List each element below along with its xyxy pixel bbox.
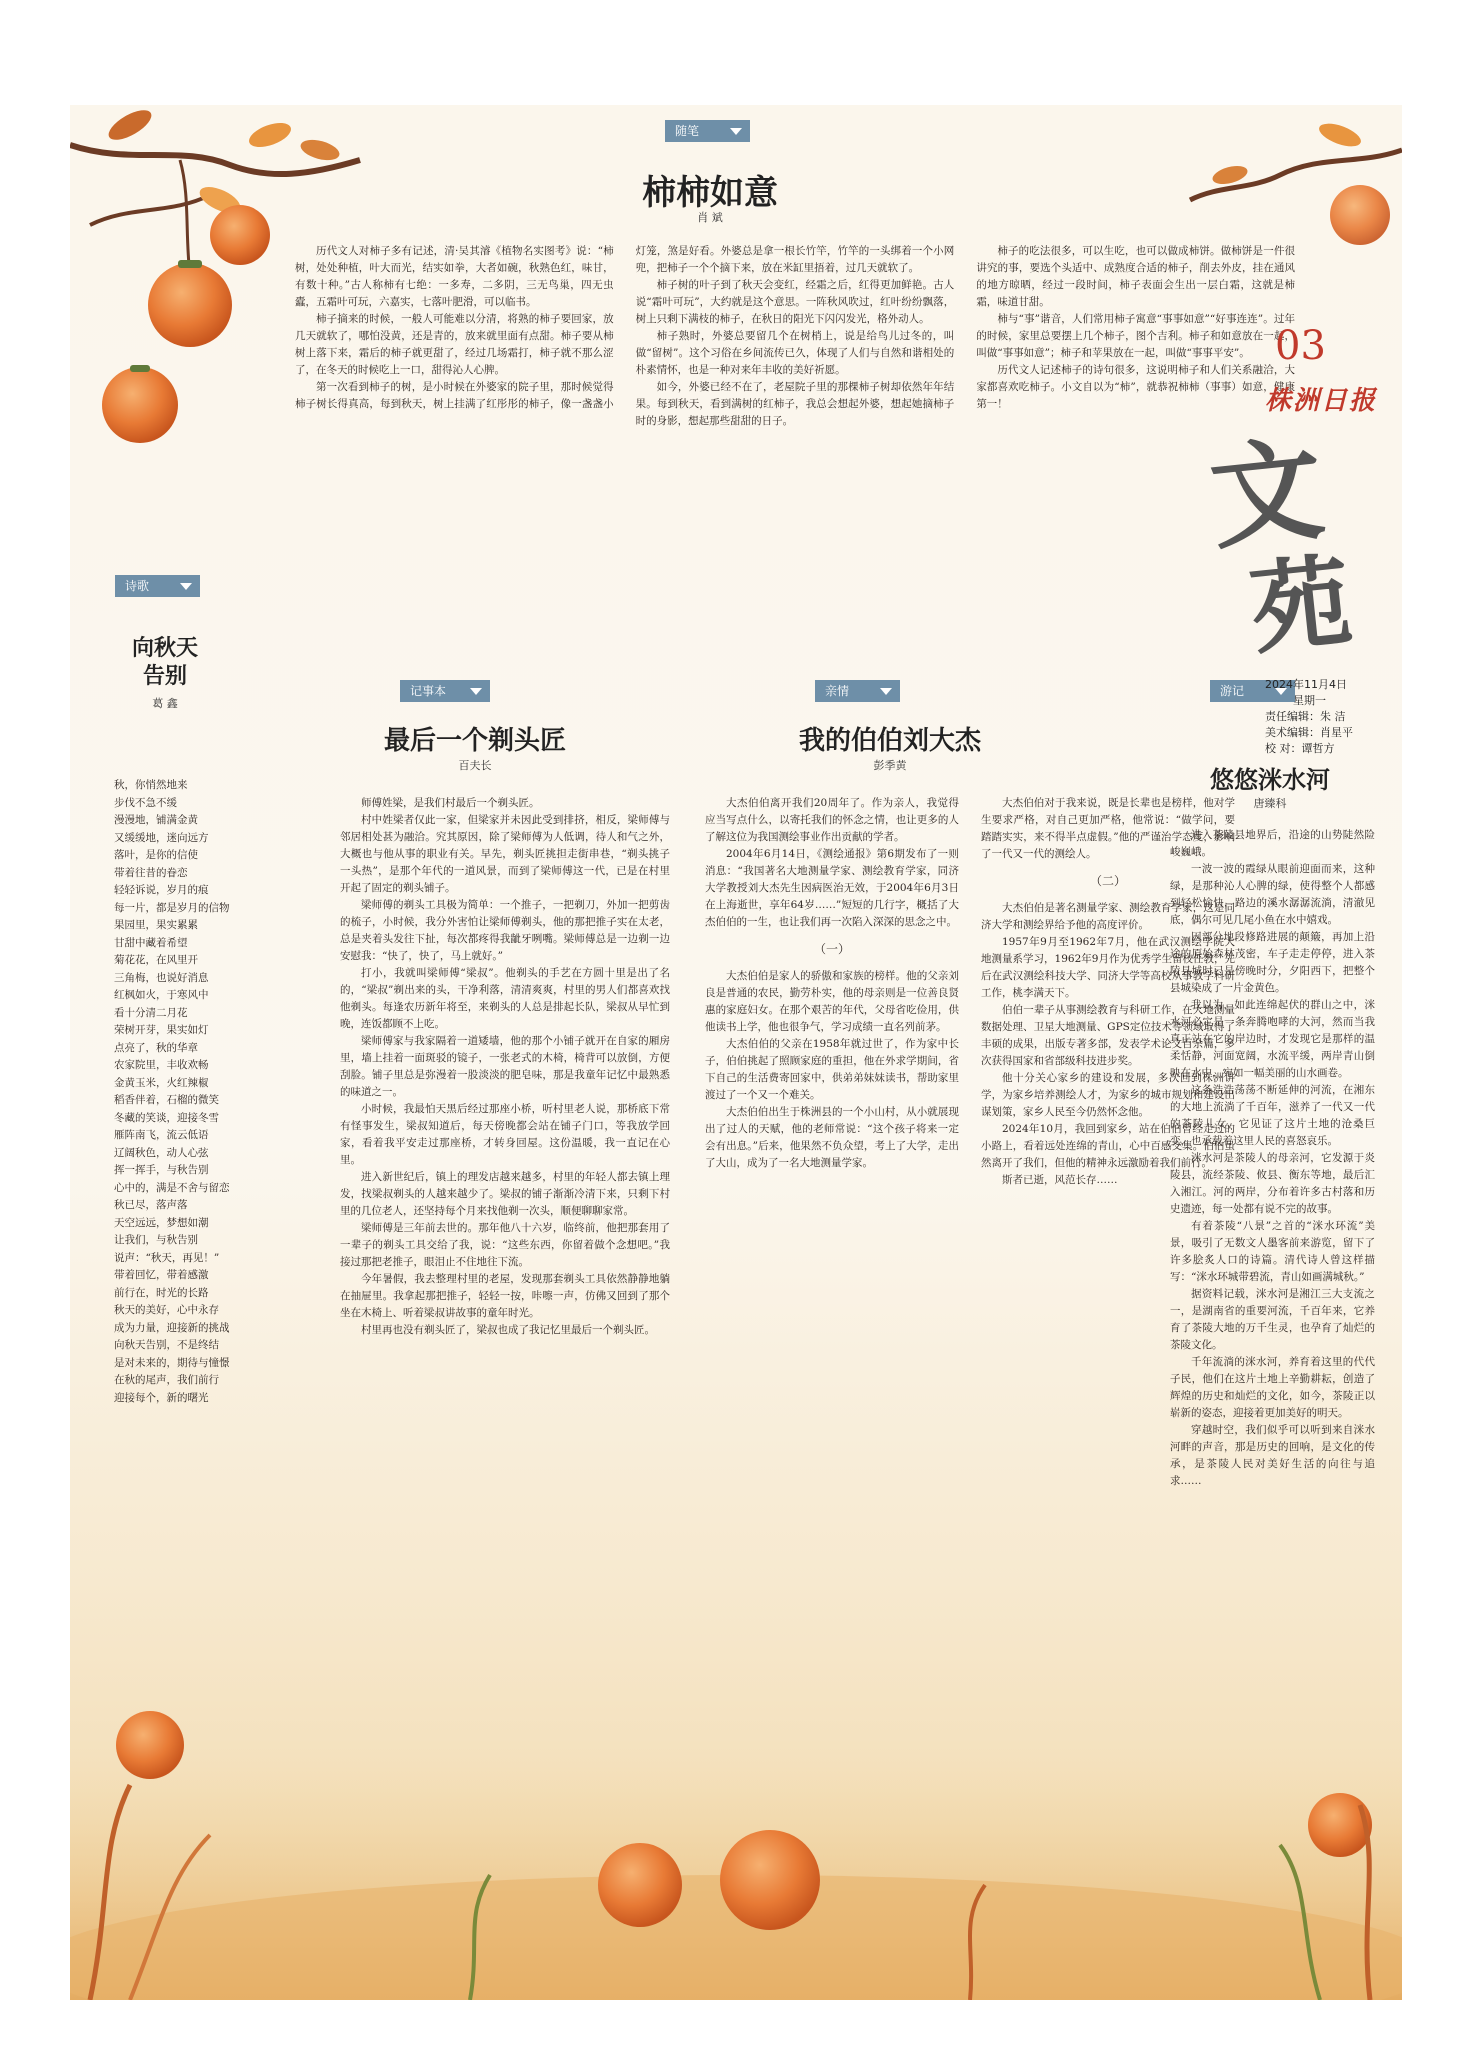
poem-line: 稻香伴着，石榴的微笑	[114, 1094, 219, 1106]
poem-line: 心中的，满是不舍与留恋	[114, 1181, 230, 1194]
publish-date: 2024年11月4日	[1265, 678, 1347, 691]
poem-line: 辽阔秋色，动人心弦	[114, 1146, 209, 1159]
poem-line: 带着回忆，带着感激	[114, 1269, 209, 1281]
publish-weekday: 星期一	[1293, 694, 1326, 707]
paragraph: 进入新世纪后，镇上的理发店越来越多，村里的年轻人都去镇上理发，找梁叔剃头的人越来越少了。梁叔的铺子渐渐冷清下来，只剩下村里的几位老人，还坚持每个月来找他剃一次头，顺便聊聊家常。	[340, 1171, 670, 1217]
section-tag-poetry: 诗歌	[115, 575, 200, 597]
section-name-char-2: 苑	[1244, 541, 1357, 669]
paragraph: 洣水河是茶陵人的母亲河，它发源于炎陵县，流经茶陵、攸县、衡东等地，最后汇入湘江。河的两岸，分布着许多古村落和历史遗迹，每一处都有说不完的故事。	[1170, 1152, 1375, 1215]
newspaper-page	[70, 105, 1402, 2000]
section-tag-family: 亲情	[815, 680, 900, 702]
edition-info	[1265, 677, 1353, 757]
paragraph: 第一次看到柿子的树，是小时候在外婆家的院子里，那时候觉得柿子树长得真高，每到秋天，树上挂满了红彤彤的柿子，像一盏盏小灯笼，煞是好看。外婆总是拿一根长竹竿，竹竿的一头绑着一个小网兜，把柿子一个个摘下来，放在米缸里捂着，过几天就软了。	[295, 245, 955, 410]
paragraph: 历代文人对柿子多有记述，清·吴其濬《植物名实图考》说：“柿树，处处种植，叶大而光，结实如拳，大者如碗，秋熟色红，味甘，有数十种。”古人称柿有七绝：一多寿，二多阴，三无鸟巢，四无虫蠹，五霜叶可玩，六嘉实，七落叶肥滑，可以临书。	[295, 245, 614, 308]
poem-line: 果园里，果实累累	[114, 919, 198, 931]
poem-line: 雁阵南飞，流云低语	[114, 1129, 209, 1141]
paragraph: 一波一波的霞绿从眼前迎面而来，这种绿，是那种沁人心脾的绿，使得整个人都感到轻松愉快，路边的溪水潺潺流淌，清澈见底，偶尔可见几尾小鱼在水中嬉戏。	[1170, 863, 1375, 926]
section-tag-notes: 记事本	[400, 680, 490, 702]
poem-line: 成为力量，迎接新的挑战	[114, 1321, 230, 1334]
paragraph: 村里再也没有剃头匠了，梁叔也成了我记忆里最后一个剃头匠。	[361, 1324, 655, 1336]
paragraph: 梁师傅的剃头工具极为简单：一个推子，一把剃刀，外加一把剪齿的梳子，小时候，我分外害怕让梁师傅剃头，他的那把推子实在太老，总是夹着头发往下扯，每次都疼得我龇牙咧嘴。梁师傅总是一边剃一边安慰我：“快了，快了，马上就好。”	[340, 899, 670, 962]
paragraph: 大杰伯伯的父亲在1958年就过世了，作为家中长子，伯伯挑起了照顾家庭的重担，他在外求学期间，省下自己的生活费寄回家中，供弟弟妹妹读书，帮助家里渡过了一个又一个难关。	[705, 1038, 959, 1101]
article-author-persimmon: 肖 斌	[697, 211, 723, 224]
paragraph: 师傅姓梁，是我们村最后一个剃头匠。	[361, 797, 540, 809]
paragraph: 村中姓梁者仅此一家，但梁家并未因此受到排挤，相反，梁师傅与邻居相处甚为融洽。究其原因，除了梁师傅为人低调，待人和气之外，大概也与他从事的职业有关。早先，剃头匠挑担走街串巷，“剃头挑子一头热”，是那个年代的一道风景，而到了梁师傅这一代，已是在村里开起了固定的剃头铺子。	[340, 814, 670, 894]
paragraph: 大杰伯伯是著名测量学家、测绘教育学家，这是同济大学和测绘界给予他的高度评价。	[981, 902, 1235, 931]
article-title-barber: 最后一个剃头匠	[383, 726, 566, 756]
article-body-mishui-river	[1170, 827, 1375, 1817]
article-author-uncle: 彭季黄	[873, 759, 907, 772]
poem-line: 轻轻诉说，岁月的痕	[114, 884, 209, 896]
article-author-barber: 百夫长	[458, 759, 492, 772]
paragraph: 千年流淌的洣水河，养育着这里的代代子民，他们在这片土地上辛勤耕耘，创造了辉煌的历史和灿烂的文化，如今，茶陵正以崭新的姿态，迎接着更加美好的明天。	[1170, 1356, 1375, 1419]
poem-line: 每一片，都是岁月的信物	[114, 901, 230, 914]
poem-line: 点亮了，秋的华章	[114, 1041, 198, 1054]
paragraph: 据资料记载，洣水河是湘江三大支流之一，是湖南省的重要河流，千百年来，它养育了茶陵大地的万千生灵，也孕育了灿烂的茶陵文化。	[1170, 1288, 1375, 1351]
subheading-part-one: （一）	[813, 942, 850, 956]
paragraph: 大杰伯伯离开我们20周年了。作为亲人，我觉得应当写点什么，以寄托我们的怀念之情，也让更多的人了解这位为我国测绘事业作出贡献的学者。	[705, 797, 959, 843]
poem-line: 菊花花，在风里开	[114, 954, 198, 966]
poem-line: 又缓缓地，迷向远方	[114, 831, 209, 844]
poem-line: 说声：“秋天，再见！”	[114, 1251, 220, 1264]
article-title-persimmon: 柿柿如意	[642, 173, 778, 213]
paragraph: 柿子熟时，外婆总要留几个在树梢上，说是给鸟儿过冬的，叫做“留树”。这个习俗在乡间流传已久，体现了人们与自然和谐相处的朴素情怀，也是一种对来年丰收的美好祈愿。	[635, 330, 955, 376]
poem-line: 在秋的尾声，我们前行	[114, 1374, 219, 1386]
article-title-autumn-farewell	[95, 635, 235, 691]
paragraph: 今年暑假，我去整理村里的老屋，发现那套剃头工具依然静静地躺在抽屉里。我拿起那把推子，轻轻一按，咔嚓一声，仿佛又回到了那个坐在木椅上、听着梁叔讲故事的童年时光。	[340, 1273, 670, 1319]
poem-line: 步伐不急不缓	[114, 796, 177, 809]
subheading-part-two: （二）	[1089, 874, 1126, 888]
editor-credit: 责任编辑：朱 洁	[1265, 710, 1346, 723]
paragraph: 我以为，如此连绵起伏的群山之中，洣水河必定是一条奔腾咆哮的大河，然而当我真正站在它的岸边时，才发现它是那样的温柔恬静，河面宽阔，水流平缓，两岸青山倒映在水中，宛如一幅美丽的山水画卷。	[1170, 999, 1375, 1079]
paragraph: 历代文人记述柿子的诗句很多，这说明柿子和人们关系融洽，大家都喜欢吃柿子。小文自以为“柿”，就恭祝柿柿（事事）如意，健康第一！	[976, 364, 1295, 410]
poem-line: 红枫如火，于寒风中	[114, 989, 209, 1001]
section-tag-essay: 随笔	[665, 120, 750, 142]
paragraph: 柿子摘来的时候，一般人可能难以分清，将熟的柿子要回家，放几天就软了，哪怕没黄，还是青的，放来就里面有点甜。柿子要从柿树上落下来，霜后的柿子就更甜了，经过几场霜打，柿子就不那么涩了，在冬天的时候吃上一口，甜得沁人心脾。	[295, 313, 614, 376]
triangle-down-icon	[880, 688, 892, 695]
title-line: 告别	[142, 664, 187, 689]
paragraph: 有着茶陵“八景”之首的“洣水环流”美景，吸引了无数文人墨客前来游览，留下了许多脍炙人口的诗篇。清代诗人曾这样描写：“洣水环城带碧流，青山如画满城秋。”	[1170, 1220, 1375, 1283]
poem-line: 冬藏的笑谈，迎接冬雪	[114, 1111, 219, 1124]
paragraph: 柿子树的叶子到了秋天会变红，经霜之后，红得更加鲜艳。古人说“霜叶可玩”，大约就是这个意思。一阵秋风吹过，红叶纷纷飘落，树上只剩下满枝的柿子，在秋日的阳光下闪闪发光，格外动人。	[635, 279, 955, 325]
triangle-down-icon	[730, 128, 742, 135]
paragraph: 如今，外婆已经不在了，老屋院子里的那棵柿子树却依然年年结果。每到秋天，看到满树的红柿子，我总会想起外婆，想起她摘柿子时的身影，想起那些甜甜的日子。	[635, 381, 955, 427]
poem-line: 荣树开芽，果实如灯	[114, 1024, 209, 1036]
poem-line: 前行在，时光的长路	[114, 1286, 209, 1299]
paragraph: 梁师傅是三年前去世的。那年他八十六岁，临终前，他把那套用了一辈子的剃头工具交给了我，说：“这些东西，你留着做个念想吧。”我接过那把老推子，眼泪止不住地往下流。	[340, 1222, 670, 1268]
article-author-mishui-river: 唐臻科	[1253, 797, 1287, 810]
poem-line: 漫漫地，铺满金黄	[114, 814, 198, 826]
paragraph: 大杰伯伯出生于株洲县的一个小山村，从小就展现出了过人的天赋，他的老师常说：“这个孩子将来一定会有出息。”后来，他果然不负众望，考上了大学，走出了大山，成为了一名大地测量学家。	[705, 1106, 959, 1169]
poem-line: 金黄玉米，火红辣椒	[114, 1076, 209, 1089]
paragraph: 2004年6月14日，《测绘通报》第6期发布了一则消息：“我国著名大地测量学家、测绘教育学家，同济大学教授刘大杰先生因病医治无效，于2004年6月3日在上海逝世，享年64岁……”短短的几行字，概括了大杰伯伯的一生，也让我们再一次陷入深深的思念之中。	[705, 848, 959, 928]
triangle-down-icon	[470, 688, 482, 695]
poem-line: 看十分清二月花	[114, 1006, 188, 1019]
poem-line: 迎接每个，新的曙光	[114, 1391, 209, 1404]
paragraph: 因部分地段修路进展的颠簸，再加上沿途的原始森林茂密，车子走走停停，进入茶陵县城时已是傍晚时分，夕阳西下，把整个县城染成了一片金黄色。	[1170, 931, 1375, 994]
paragraph: 他十分关心家乡的建设和发展，多次回到株洲讲学，为家乡培养测绘人才，为家乡的城市规划和建设出谋划策，家乡人民至今仍然怀念他。	[981, 1072, 1235, 1118]
poem-line: 甘甜中藏着希望	[114, 936, 188, 949]
section-tag-travel: 游记	[1210, 680, 1295, 702]
poem-line: 农家院里，丰收欢畅	[114, 1059, 209, 1071]
newspaper-logo: 株洲日报	[1265, 386, 1378, 416]
poem-line: 秋已尽，落声落	[114, 1199, 188, 1211]
poem-line: 让我们，与秋告别	[114, 1234, 198, 1246]
article-author-autumn-farewell: 葛 鑫	[152, 697, 178, 710]
paragraph: 柿子的吃法很多，可以生吃，也可以做成柿饼。做柿饼是一件很讲究的事，要选个头适中、成熟度合适的柿子，削去外皮，挂在通风的地方晾晒，经过一段时间，柿子表面会生出一层白霜，这就是柿霜，味道甘甜。	[976, 245, 1295, 308]
paragraph: 2024年10月，我回到家乡，站在伯伯曾经走过的小路上，看着远处连绵的青山，心中百感交集。伯伯虽然离开了我们，但他的精神永远激励着我们前行。	[981, 1123, 1235, 1169]
poem-line: 天空远远，梦想如潮	[114, 1216, 209, 1229]
paragraph: 柿与“事”谐音，人们常用柿子寓意“事事如意”“好事连连”。过年的时候，家里总要摆上几个柿子，图个吉利。柿子和如意放在一起，叫做“事事如意”；柿子和苹果放在一起，叫做“事事平安”。	[976, 313, 1295, 359]
article-body-barber	[340, 795, 670, 1795]
paragraph: 大杰伯伯对于我来说，既是长辈也是榜样，他对学生要求严格，对自己更加严格，他常说：“做学问，要踏踏实实，来不得半点虚假。”他的严谨治学态度，影响了一代又一代的测绘人。	[981, 797, 1235, 860]
paragraph: 大杰伯伯是家人的骄傲和家族的榜样。他的父亲刘良是普通的农民，勤劳朴实，他的母亲则是一位善良贤惠的家庭妇女。在那个艰苦的年代，父母省吃俭用，供他读书上学，他也很争气，学习成绩一直名列前茅。	[705, 970, 959, 1033]
paragraph: 1957年9月至1962年7月，他在武汉测绘学院大地测量系学习，1962年9月作为优秀学生留校任教，先后在武汉测绘科技大学、同济大学等高校从事教学科研工作，桃李满天下。	[981, 936, 1235, 999]
poem-line: 带着往昔的眷恋	[114, 866, 188, 879]
article-body-persimmon	[295, 243, 1295, 553]
section-name-char-1: 文	[1204, 423, 1330, 566]
proofreader-credit: 校 对：谭哲方	[1265, 742, 1335, 755]
poem-line: 秋天的美好，心中永存	[114, 1304, 219, 1316]
article-title-uncle: 我的伯伯刘大杰	[798, 726, 981, 756]
title-line: 向秋天	[131, 636, 198, 661]
paragraph: 打小，我就叫梁师傅“梁叔”。他剃头的手艺在方圆十里是出了名的，“梁叔”剃出来的头，干净利落，清清爽爽，村里的男人们都喜欢找他剃头。每逢农历新年将至，来剃头的人总是排起长队，梁叔从早忙到晚，连饭都顾不上吃。	[340, 967, 670, 1030]
poem-line: 挥一挥手，与秋告别	[114, 1164, 209, 1176]
poem-line: 向秋天告别，不是终结	[114, 1339, 219, 1351]
paragraph: 梁师傅家与我家隔着一道矮墙，他的那个小铺子就开在自家的厢房里，墙上挂着一面斑驳的镜子，一张老式的木椅，椅背可以放倒，方便刮脸。铺子里总是弥漫着一股淡淡的肥皂味，那是我童年记忆中最熟悉的味道之一。	[340, 1035, 670, 1098]
triangle-down-icon	[180, 583, 192, 590]
poem-line: 是对未来的，期待与憧憬	[114, 1356, 230, 1369]
poem-line: 三角梅，也说好消息	[114, 971, 209, 984]
paragraph: 小时候，我最怕天黑后经过那座小桥，听村里老人说，那桥底下常有怪事发生，梁叔知道后，每天傍晚都会站在铺子门口，等我放学回家，看着我平安走过那座桥，才转身回屋。这份温暖，我一直记在心里。	[340, 1103, 670, 1166]
poem-line: 落叶，是你的信使	[114, 849, 198, 861]
poem-body	[114, 777, 264, 1407]
paragraph: 进入茶陵县地界后，沿途的山势陡然险峻巍峨。	[1170, 829, 1375, 858]
paragraph: 穿越时空，我们似乎可以听到来自洣水河畔的声音，那是历史的回响，是文化的传承，是茶陵人民对美好生活的向往与追求……	[1170, 1424, 1375, 1487]
paragraph: 伯伯一辈子从事测绘教育与科研工作，在大地测量数据处理、卫星大地测量、GPS定位技术等领域取得了丰硕的成果，出版专著多部，发表学术论文百余篇，多次获得国家和省部级科技进步奖。	[981, 1004, 1235, 1067]
art-editor-credit: 美术编辑：肖星平	[1265, 726, 1353, 739]
article-title-mishui-river: 悠悠洣水河	[1210, 766, 1330, 794]
paragraph: 这条浩浩荡荡不断延伸的河流，在湘东的大地上流淌了千百年，滋养了一代又一代的茶陵儿女，它见证了这片土地的沧桑巨变，也承载着这里人民的喜怒哀乐。	[1170, 1084, 1375, 1147]
paragraph: 斯者已逝，风范长存……	[1002, 1174, 1118, 1186]
page-number: 03	[1275, 323, 1326, 369]
article-body-uncle	[705, 795, 1235, 1795]
poem-line: 秋，你悄然地来	[114, 779, 188, 791]
